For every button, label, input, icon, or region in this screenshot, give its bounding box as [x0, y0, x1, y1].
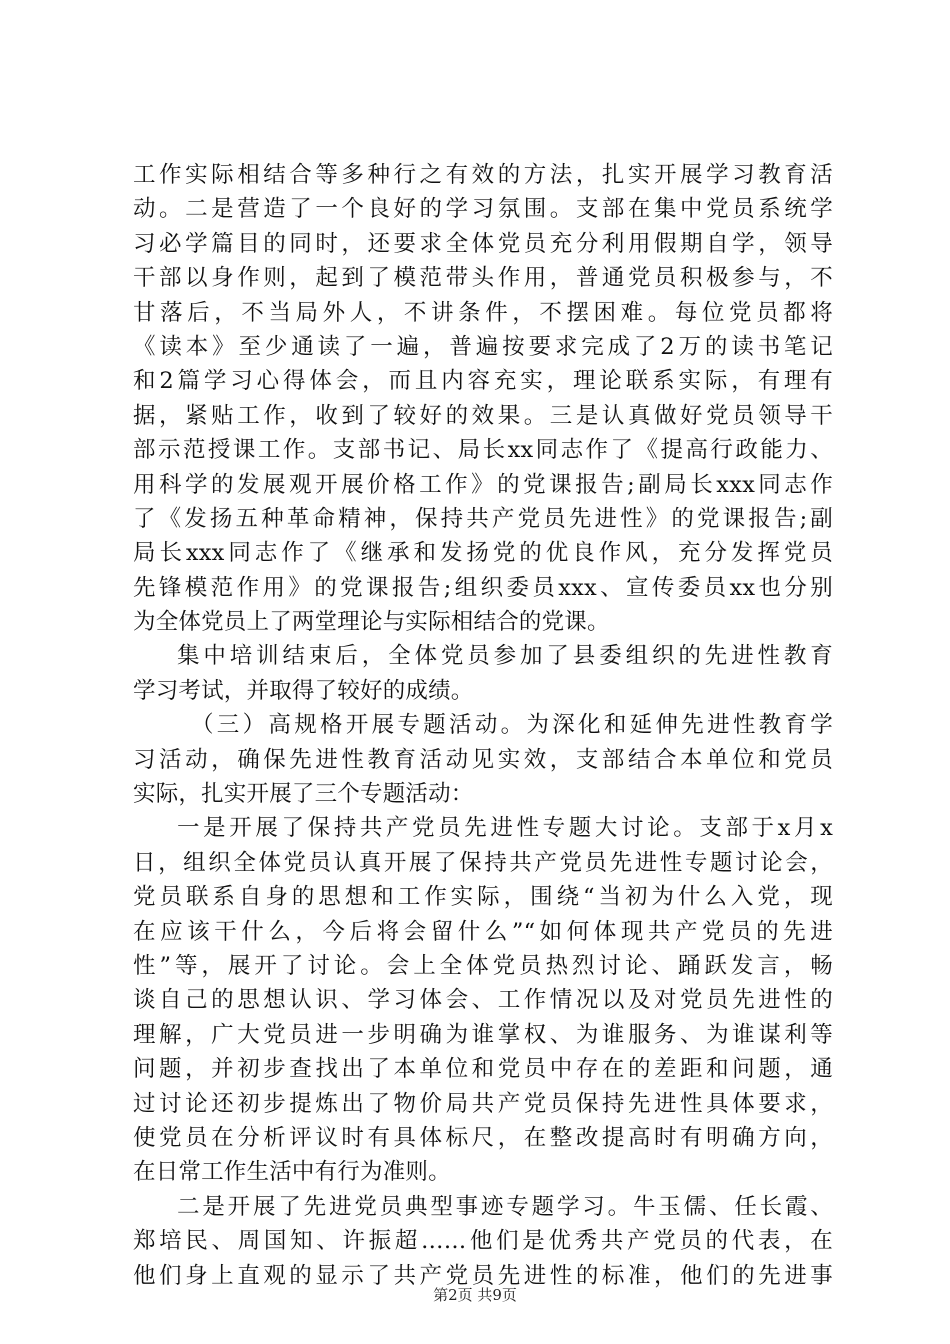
text-line: 郑培民、周国知、许振超……他们是优秀共产党员的代表，在 [133, 1228, 833, 1255]
text-line: 了《发扬五种革命精神，保持共产党员先进性》的党课报告;副 [133, 505, 833, 532]
text-line: 动。二是营造了一个良好的学习氛围。支部在集中党员系统学 [133, 196, 833, 223]
text-line: 局长xxx同志作了《继承和发扬党的优良作风，充分发挥党员 [133, 540, 833, 567]
text-line: 二是开展了先进党员典型事迹专题学习。牛玉儒、任长霞、 [177, 1193, 833, 1220]
text-line: （三）高规格开展专题活动。为深化和延伸先进性教育学 [191, 712, 833, 739]
text-line: 实际，扎实开展了三个专题活动： [133, 781, 474, 808]
text-line: 问题，并初步查找出了本单位和党员中存在的差距和问题，通 [133, 1056, 833, 1083]
text-line: 部示范授课工作。支部书记、局长xx同志作了《提高行政能力、 [133, 437, 833, 464]
text-line: 过讨论还初步提炼出了物价局共产党员保持先进性具体要求， [133, 1090, 833, 1117]
text-line: 一是开展了保持共产党员先进性专题大讨论。支部于x月x [177, 815, 833, 842]
text-line: 理解，广大党员进一步明确为谁掌权、为谁服务、为谁谋利等 [133, 1021, 833, 1048]
text-line: 甘落后，不当局外人，不讲条件，不摆困难。每位党员都将 [133, 299, 833, 326]
text-line: 习必学篇目的同时，还要求全体党员充分利用假期自学，领导 [133, 230, 833, 257]
text-line: 学习考试，并取得了较好的成绩。 [133, 677, 474, 704]
text-line: 使党员在分析评议时有具体标尺，在整改提高时有明确方向， [133, 1124, 833, 1151]
text-line: 先锋模范作用》的党课报告;组织委员xxx、宣传委员xx也分别 [133, 574, 833, 601]
text-line: 他们身上直观的显示了共产党员先进性的标准，他们的先进事 [133, 1262, 833, 1289]
text-line: 谈自己的思想认识、学习体会、工作情况以及对党员先进性的 [133, 987, 833, 1014]
text-line: 干部以身作则，起到了模范带头作用，普通党员积极参与，不 [133, 265, 833, 292]
text-line: 工作实际相结合等多种行之有效的方法，扎实开展学习教育活 [133, 162, 833, 188]
document-body [133, 158, 833, 1293]
text-line: 据，紧贴工作，收到了较好的效果。三是认真做好党员领导干 [133, 402, 833, 429]
text-line: 集中培训结束后，全体党员参加了县委组织的先进性教育 [177, 643, 833, 670]
text-line: 为全体党员上了两堂理论与实际相结合的党课。 [133, 609, 610, 636]
text-line: 习活动，确保先进性教育活动见实效，支部结合本单位和党员 [133, 746, 833, 773]
text-line: 党员联系自身的思想和工作实际，围绕“当初为什么入党，现 [133, 884, 833, 911]
text-line: 在日常工作生活中有行为准则。 [133, 1159, 451, 1186]
page-footer: 第2页 共9页 [433, 1286, 517, 1304]
text-line: 日，组织全体党员认真开展了保持共产党员先进性专题讨论会， [133, 849, 833, 876]
text-line: 《读本》至少通读了一遍，普遍按要求完成了2万的读书笔记 [133, 333, 833, 360]
text-line: 和2篇学习心得体会，而且内容充实，理论联系实际，有理有 [133, 368, 833, 395]
text-line: 在应该干什么，今后将会留什么”“如何体现共产党员的先进 [133, 918, 833, 945]
text-line: 用科学的发展观开展价格工作》的党课报告;副局长xxx同志作 [133, 471, 833, 498]
text-line: 性”等，展开了讨论。会上全体党员热烈讨论、踊跃发言，畅 [133, 952, 833, 979]
